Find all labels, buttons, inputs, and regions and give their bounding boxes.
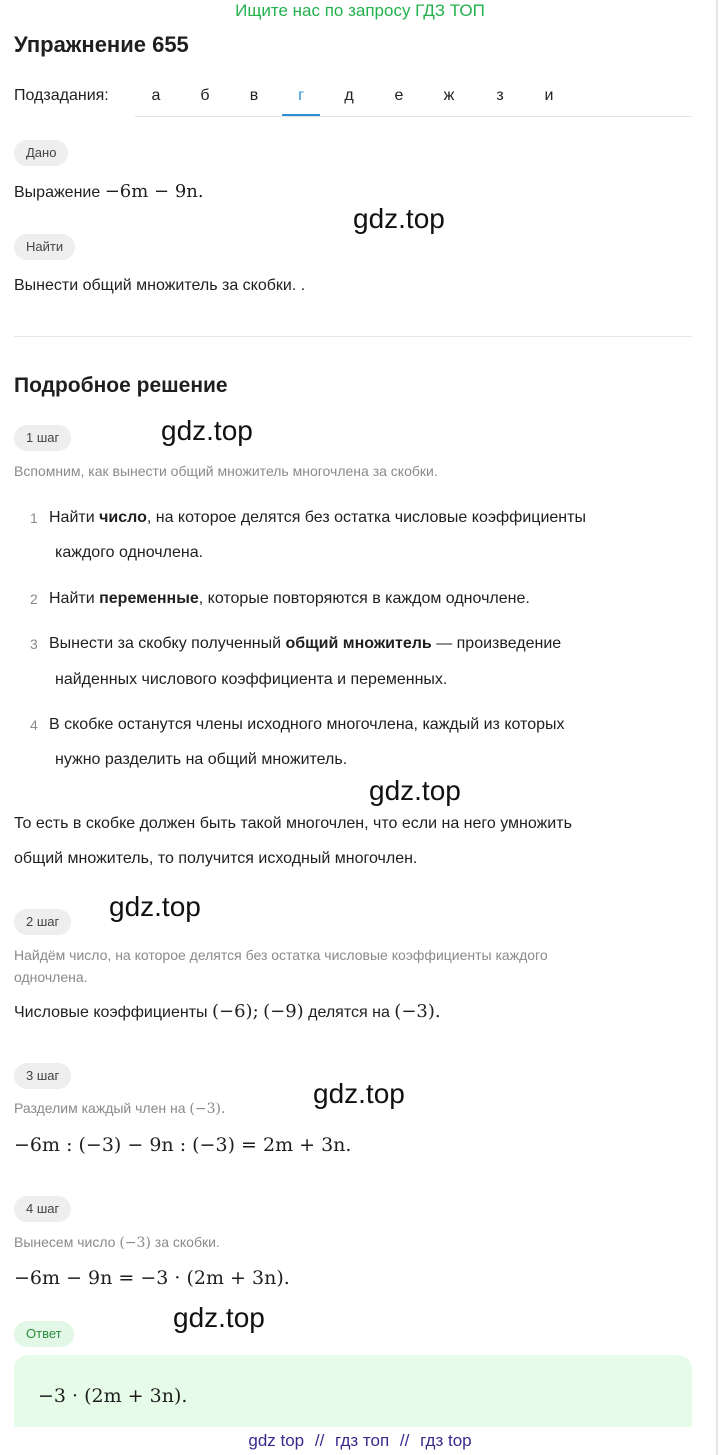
watermark: gdz.top (369, 775, 461, 806)
tab-g[interactable]: г (282, 78, 320, 116)
list-item-text: Вынести за скобку полученный (49, 635, 286, 652)
find-text: Вынести общий множитель за скобки. . (14, 277, 306, 294)
tab-i[interactable]: и (544, 87, 554, 104)
step1-intro: Вспомним, как вынести общий множитель многочлена за скобки. (14, 463, 438, 479)
tab-d[interactable]: д (344, 87, 354, 104)
given-text (14, 181, 204, 204)
given-label: Выражение (14, 184, 101, 201)
watermark: gdz.top (313, 1078, 405, 1109)
list-item-continuation: нужно разделить на общий множитель. (55, 751, 348, 768)
step2-text-label: Числовые коэффициенты (14, 1004, 208, 1021)
search-banner: Ищите нас по запросу ГДЗ ТОП (235, 1, 485, 20)
coefficient-expr: (−9) (263, 1001, 304, 1022)
tab-z[interactable]: з (496, 87, 504, 104)
list-item-text: , на которое делятся без остатка числовые коэффициенты (146, 509, 586, 526)
footer-links (0, 1430, 720, 1452)
subtasks-label: Подзадания: (14, 87, 109, 104)
list-item-number: 2 (30, 591, 38, 607)
list-item (49, 714, 565, 736)
tab-v[interactable]: в (249, 87, 259, 104)
step2-intro-line2: одночлена. (14, 969, 88, 985)
tab-zh[interactable]: ж (443, 87, 455, 104)
page-title: Упражнение 655 (14, 32, 189, 57)
list-item (49, 588, 530, 610)
step1-summary-line1: То есть в скобке должен быть такой многочлен, что если на него умножить (14, 815, 572, 832)
footer-link-gdz-top-mixed[interactable]: гдз top (420, 1431, 472, 1450)
step3-intro-text: Разделим каждый член на (14, 1100, 186, 1116)
step3-intro-expr: (−3). (189, 1101, 226, 1117)
list-item-bold: число (99, 509, 147, 526)
list-item-bold: общий множитель (285, 635, 432, 652)
watermark: gdz.top (109, 891, 201, 922)
step4-intro-text: за скобки. (154, 1234, 220, 1250)
list-item-bold: переменные (99, 590, 199, 607)
watermark: gdz.top (173, 1302, 265, 1333)
solution-heading: Подробное решение (14, 374, 228, 397)
watermark: gdz.top (161, 415, 253, 446)
step4-intro-text: Вынесем число (14, 1234, 116, 1250)
list-item-text: Найти (49, 590, 100, 607)
step3-expression: −6m : (−3) − 9n : (−3) = 2m + 3n. (14, 1134, 352, 1156)
step4-badge: 4 шаг (14, 1196, 71, 1222)
find-badge: Найти (14, 234, 75, 260)
tab-e[interactable]: е (394, 87, 404, 104)
page-right-border (716, 0, 718, 1455)
step4-intro-expr: (−3) (119, 1235, 151, 1251)
section-divider (14, 336, 692, 337)
divisor-expr: (−3). (394, 1001, 441, 1022)
step1-badge: 1 шаг (14, 425, 71, 451)
step2-text-mid: делятся на (308, 1004, 390, 1021)
list-item-number: 1 (30, 510, 38, 526)
step4-expression: −6m − 9n = −3 · (2m + 3n). (14, 1267, 290, 1289)
list-item (49, 633, 561, 655)
subtask-tabs (135, 78, 692, 117)
step3-intro (14, 1097, 225, 1120)
list-item-text: , которые повторяются в каждом одночлене. (198, 590, 530, 607)
list-item (49, 507, 586, 529)
step3-badge: 3 шаг (14, 1063, 71, 1089)
step2-badge: 2 шаг (14, 909, 71, 935)
list-item-continuation: найденных числового коэффициента и переменных. (55, 671, 448, 688)
footer-separator: // (399, 1431, 410, 1450)
footer-separator: // (314, 1431, 325, 1450)
step4-intro (14, 1231, 220, 1254)
list-item-number: 3 (30, 636, 38, 652)
answer-badge: Ответ (14, 1321, 74, 1347)
step2-intro-line1: Найдём число, на которое делятся без остатка числовые коэффициенты каждого (14, 947, 548, 963)
given-expression: −6m − 9n. (104, 181, 204, 202)
list-item-continuation: каждого одночлена. (55, 544, 204, 561)
step2-text (14, 1001, 441, 1024)
watermark: gdz.top (353, 203, 445, 234)
coefficient-expr: (−6); (211, 1001, 259, 1022)
tab-a[interactable]: а (151, 87, 161, 104)
tab-b[interactable]: б (200, 87, 210, 104)
answer-expression: −3 · (2m + 3n). (38, 1385, 188, 1407)
given-badge: Дано (14, 140, 68, 166)
footer-link-gdz-top-ru[interactable]: гдз топ (335, 1431, 390, 1450)
step1-summary-line2: общий множитель, то получится исходный многочлен. (14, 850, 418, 867)
list-item-text: — произведение (431, 635, 562, 652)
list-item-text: В скобке останутся члены исходного многочлена, каждый из которых (49, 716, 565, 733)
list-item-number: 4 (30, 717, 38, 733)
footer-link-gdz-top[interactable]: gdz top (248, 1431, 305, 1450)
list-item-text: Найти (49, 509, 100, 526)
